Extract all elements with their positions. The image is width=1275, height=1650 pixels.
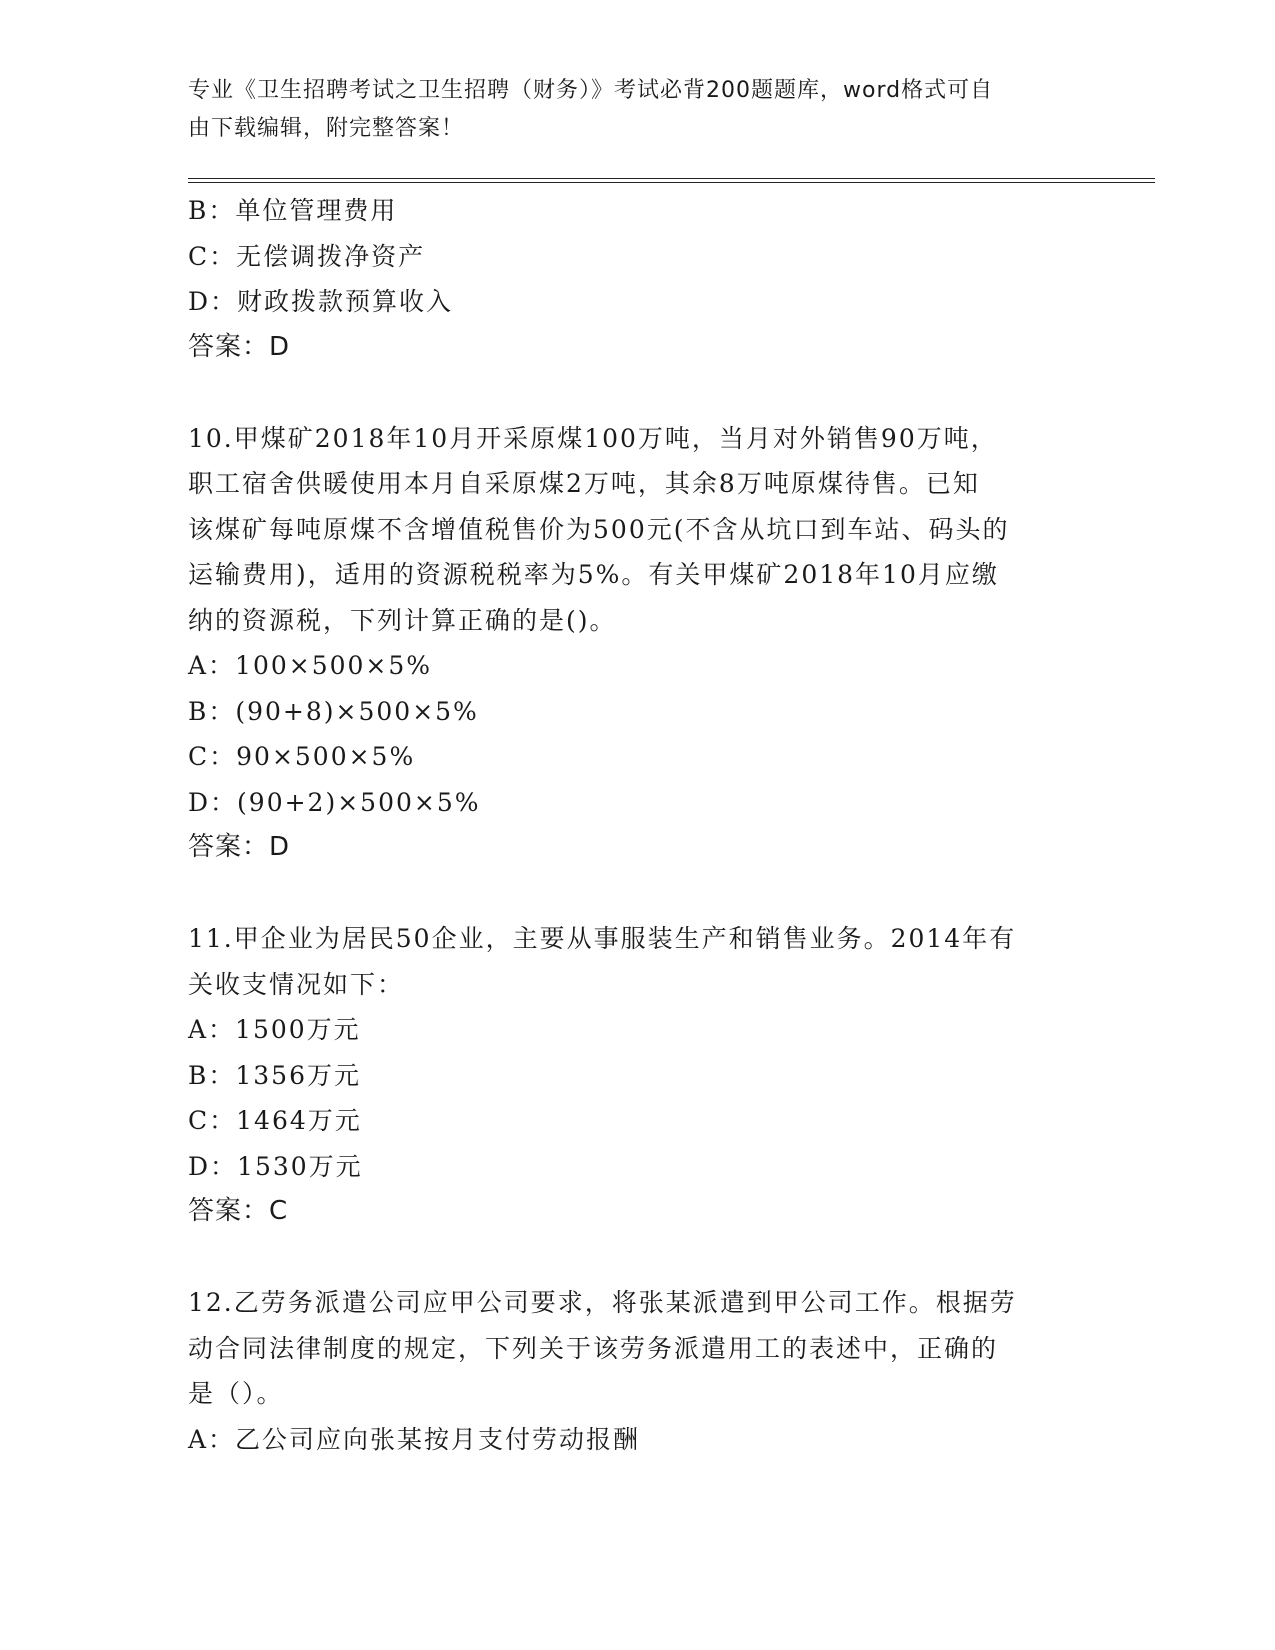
question-stem-line: 运输费用)，适用的资源税税率为5%。有关甲煤矿2018年10月应缴	[188, 560, 999, 589]
question-stem-line: 纳的资源税，下列计算正确的是()。	[188, 605, 617, 635]
option-d: D：(90+2)×500×5%	[188, 787, 481, 817]
answer: 答案：D	[188, 832, 291, 862]
option-a: A：100×500×5%	[188, 651, 433, 680]
question-stem-line: 12.乙劳务派遣公司应甲公司要求，将张某派遣到甲公司工作。根据劳	[188, 1288, 1017, 1317]
question-stem-line: 10.甲煤矿2018年10月开采原煤100万吨，当月对外销售90万吨，	[188, 423, 998, 453]
question-stem-line: 是（）。	[188, 1379, 284, 1408]
option-d: D：1530万元	[188, 1151, 363, 1181]
question-stem-line: 关收支情况如下：	[188, 969, 405, 999]
question-11	[188, 916, 1088, 1235]
option-d: D：财政拨款预算收入	[188, 287, 454, 316]
question-12	[188, 1280, 1088, 1462]
answer: 答案：C	[188, 1196, 289, 1226]
question-stem-line: 该煤矿每吨原煤不含增值税售价为500元(不含从坑口到车站、码头的	[188, 514, 1010, 544]
option-c: C：90×500×5%	[188, 742, 416, 771]
question-10	[188, 416, 1088, 871]
header-line-2: 由下载编辑，附完整答案！	[188, 116, 465, 141]
question-stem-line: 职工宿舍供暖使用本月自采原煤2万吨，其余8万吨原煤待售。已知	[188, 469, 980, 498]
option-c: C：无偿调拨净资产	[188, 241, 426, 271]
document-body	[188, 188, 1088, 1462]
option-b: B：(90+8)×500×5%	[188, 696, 479, 726]
option-c: C：1464万元	[188, 1106, 362, 1135]
header-line-1: 专业《卫生招聘考试之卫生招聘（财务）》考试必背200题题库，word格式可自	[188, 78, 994, 103]
option-b: B：单位管理费用	[188, 196, 398, 225]
option-a: A：乙公司应向张某按月支付劳动报酬	[188, 1424, 641, 1454]
question-stem-line: 11.甲企业为居民50企业，主要从事服装生产和销售业务。2014年有	[188, 924, 1017, 953]
header-divider	[188, 178, 1155, 183]
page-header	[188, 72, 1088, 148]
option-a: A：1500万元	[188, 1015, 361, 1044]
question-9-tail	[188, 188, 1088, 370]
question-stem-line: 动合同法律制度的规定，下列关于该劳务派遣用工的表述中，正确的	[188, 1333, 999, 1363]
answer: 答案：D	[188, 331, 291, 362]
option-b: B：1356万元	[188, 1060, 361, 1090]
